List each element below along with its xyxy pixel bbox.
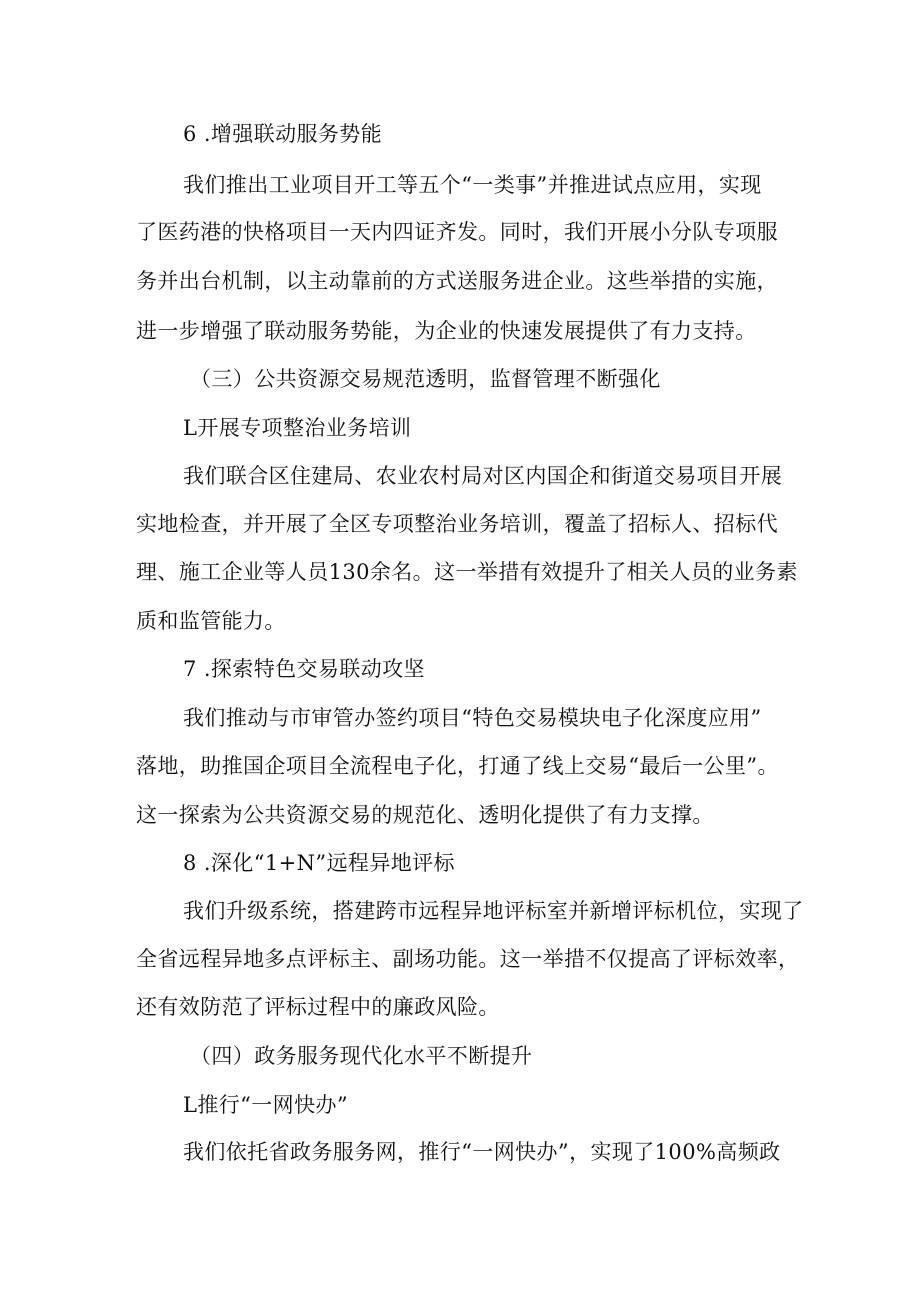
subsection-heading: L开展专项整治业务培训: [183, 416, 412, 440]
paragraph-line: 进一步增强了联动服务势能，为企业的快速发展提供了有力支持。: [136, 319, 757, 343]
paragraph-line: 理、施工企业等人员130余名。这一举措有效提升了相关人员的业务素: [136, 560, 798, 584]
section-heading-7: 7 .探索特色交易联动攻坚: [183, 657, 425, 681]
subsection-heading: L推行“一网快办”: [183, 1093, 349, 1117]
paragraph-line: 质和监管能力。: [136, 609, 286, 633]
paragraph-line: 我们推动与市审管办签约项目“特色交易模块电子化深度应用”: [183, 706, 762, 730]
paragraph-line: 我们联合区住建局、农业农村局对区内国企和街道交易项目开展: [183, 464, 783, 488]
paragraph-line: 了医药港的快格项目一天内四证齐发。同时，我们开展小分队专项服: [136, 220, 778, 244]
section-heading-8: 8 .深化“1+N”远程异地评标: [183, 851, 455, 875]
section-heading-4: （四）政务服务现代化水平不断提升: [190, 1044, 533, 1068]
paragraph-line: 这一探索为公共资源交易的规范化、透明化提供了有力支撑。: [136, 803, 714, 827]
section-heading-6: 6 .增强联动服务势能: [183, 122, 383, 146]
paragraph-line: 我们升级系统，搭建跨市远程异地评标室并新增评标机位，实现了: [183, 899, 804, 923]
paragraph-line: 实地检查，并开展了全区专项整治业务培训，覆盖了招标人、招标代: [136, 512, 778, 536]
paragraph-line: 还有效防范了评标过程中的廉政风险。: [136, 995, 500, 1019]
paragraph-line: 务并出台机制，以主动靠前的方式送服务进企业。这些举措的实施，: [136, 269, 778, 293]
section-heading-3: （三）公共资源交易规范透明，监督管理不断强化: [190, 367, 661, 391]
paragraph-line: 我们依托省政务服务网，推行“一网快办”，实现了100%高频政: [183, 1140, 781, 1164]
paragraph-line: 我们推出工业项目开工等五个“一类事”并推进试点应用，实现: [183, 173, 762, 197]
paragraph-line: 落地，助推国企项目全流程电子化，打通了线上交易“最后一公里”。: [136, 754, 779, 778]
paragraph-line: 全省远程异地多点评标主、副场功能。这一举措不仅提高了评标效率，: [136, 947, 800, 971]
